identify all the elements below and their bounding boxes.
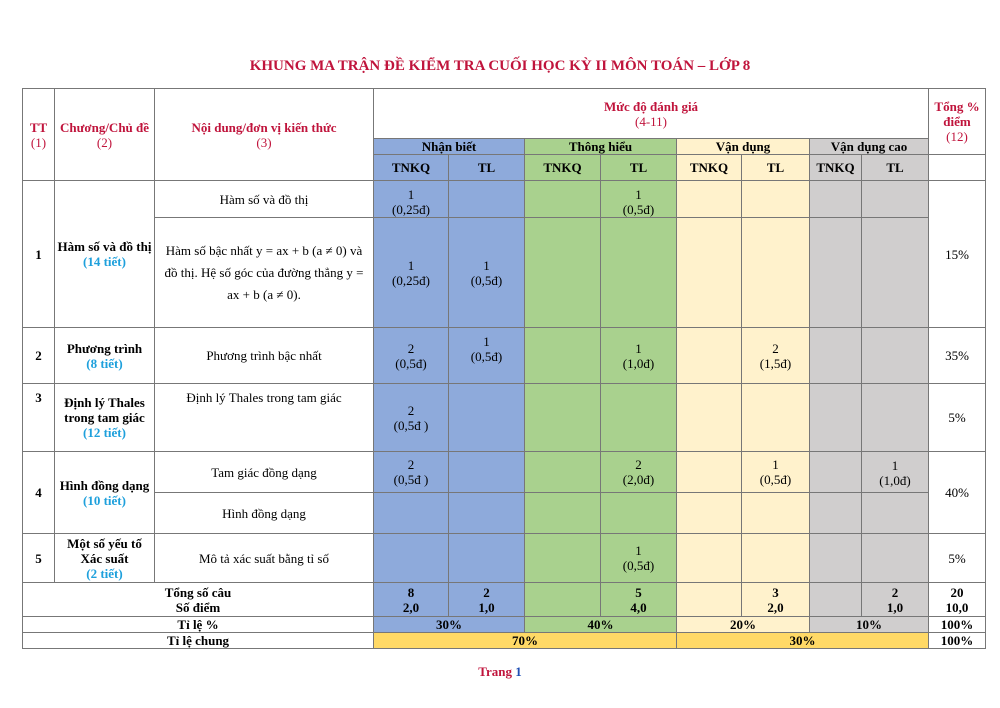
tile-nhan-biet: 30% [374,617,525,633]
page-title: KHUNG MA TRẬN ĐỀ KIỂM TRA CUỐI HỌC KỲ II MÔN TOÁN – LỚP 8 [249,58,751,74]
cell-vd-tl [742,493,810,534]
page-footer [0,664,1000,680]
footer-prefix: Trang [478,664,512,679]
cell-vdc-tl: 1 (1,0đ) [862,452,929,493]
cell-th-tnkq [525,493,601,534]
cell-vdc-tl [862,384,929,452]
subheader-tl: TL [449,155,525,181]
cell-vd-tnkq [677,452,742,493]
cell-nb-tnkq: 2 (0,5đ) [374,328,449,384]
row-noidung: Tam giác đồng dạng [155,452,374,493]
row-tt: 2 [23,328,55,384]
cell-th-tnkq [525,181,601,218]
subheader-tl: TL [601,155,677,181]
tile-van-dung-cao: 10% [810,617,929,633]
summary-cell: 2 1,0 [449,583,525,617]
cell-vdc-tl [862,218,929,328]
subheader-tnkq: TNKQ [525,155,601,181]
summary-label: Tổng số câu Số điểm [23,583,374,617]
row-tong: 40% [929,452,986,534]
cell-th-tnkq [525,328,601,384]
cell-vdc-tl [862,493,929,534]
header-chuong: Chương/Chủ đề (2) [55,89,155,181]
table-row [23,534,986,583]
subheader-blank [929,155,986,181]
header-tong: Tổng % điểm (12) [929,89,986,155]
table-row [23,452,986,493]
row-tt: 4 [23,452,55,534]
summary-cell [525,583,601,617]
subheader-tl: TL [862,155,929,181]
tile-thong-hieu: 40% [525,617,677,633]
cell-nb-tl [449,452,525,493]
tilechung-total: 100% [929,633,986,649]
level-nhan-biet: Nhận biết [374,139,525,155]
cell-vd-tnkq [677,384,742,452]
level-van-dung: Vận dụng [677,139,810,155]
cell-vd-tl [742,218,810,328]
cell-th-tl: 2 (2,0đ) [601,452,677,493]
cell-th-tnkq [525,452,601,493]
summary-cell: 2 1,0 [862,583,929,617]
cell-nb-tnkq [374,493,449,534]
cell-th-tl: 1 (0,5đ) [601,181,677,218]
cell-vd-tnkq [677,328,742,384]
row-tong: 5% [929,384,986,452]
cell-vd-tl: 2 (1,5đ) [742,328,810,384]
table-row [23,328,986,384]
cell-vdc-tnkq [810,384,862,452]
row-noidung: Định lý Thales trong tam giác [155,384,374,452]
row-tt: 3 [23,384,55,452]
cell-nb-tl [449,493,525,534]
cell-vdc-tnkq [810,452,862,493]
table-row [23,384,986,452]
cell-nb-tnkq: 1 (0,25đ) [374,218,449,328]
cell-vdc-tnkq [810,328,862,384]
cell-th-tl: 1 (1,0đ) [601,328,677,384]
cell-th-tl [601,384,677,452]
level-van-dung-cao: Vận dụng cao [810,139,929,155]
row-noidung: Phương trình bậc nhất [155,328,374,384]
cell-th-tnkq [525,384,601,452]
summary-row [23,583,986,617]
cell-vd-tnkq [677,218,742,328]
tile-van-dung: 20% [677,617,810,633]
cell-nb-tnkq [374,534,449,583]
cell-vdc-tnkq [810,493,862,534]
table-row [23,181,986,218]
tilechung-row [23,633,986,649]
cell-vd-tnkq [677,493,742,534]
tile-total: 100% [929,617,986,633]
tilechung-high: 30% [677,633,929,649]
cell-th-tl: 1 (0,5đ) [601,534,677,583]
subheader-tnkq: TNKQ [374,155,449,181]
subheader-tnkq: TNKQ [810,155,862,181]
cell-th-tl [601,493,677,534]
cell-vd-tl [742,534,810,583]
cell-nb-tl [449,534,525,583]
footer-page-number: 1 [515,664,522,679]
row-noidung: Hàm số bậc nhất y = ax + b (a ≠ 0) và đồ thị. Hệ số góc của đường thẳng y = ax + b (a ≠ 0). [155,218,374,328]
summary-cell [810,583,862,617]
tile-row [23,617,986,633]
cell-nb-tl [449,384,525,452]
summary-cell: 3 2,0 [742,583,810,617]
cell-nb-tl: 1 (0,5đ) [449,328,525,384]
row-tong: 35% [929,328,986,384]
row-chuong: Định lý Thales trong tam giác (12 tiết) [55,384,155,452]
cell-th-tnkq [525,218,601,328]
cell-vdc-tl [862,534,929,583]
cell-vd-tnkq [677,181,742,218]
row-tt: 1 [23,181,55,328]
cell-nb-tl: 1 (0,5đ) [449,218,525,328]
cell-th-tnkq [525,534,601,583]
cell-vdc-tnkq [810,534,862,583]
subheader-tnkq: TNKQ [677,155,742,181]
matrix-table [22,88,986,649]
subheader-tl: TL [742,155,810,181]
row-chuong: Một số yếu tố Xác suất (2 tiết) [55,534,155,583]
row-chuong: Hàm số và đồ thị (14 tiết) [55,181,155,328]
summary-total: 20 10,0 [929,583,986,617]
tilechung-low: 70% [374,633,677,649]
header-mucdo: Mức độ đánh giá (4-11) [374,89,929,139]
cell-nb-tnkq: 2 (0,5đ ) [374,384,449,452]
row-noidung: Mô tả xác suất bằng tỉ số [155,534,374,583]
cell-vdc-tnkq [810,218,862,328]
tile-label: Tỉ lệ % [23,617,374,633]
header-noidung: Nội dung/đơn vị kiến thức (3) [155,89,374,181]
cell-vdc-tl [862,181,929,218]
cell-vd-tnkq [677,534,742,583]
summary-cell: 5 4,0 [601,583,677,617]
cell-vdc-tnkq [810,181,862,218]
level-thong-hieu: Thông hiểu [525,139,677,155]
cell-nb-tnkq: 2 (0,5đ ) [374,452,449,493]
row-noidung: Hàm số và đồ thị [155,181,374,218]
row-noidung: Hình đồng dạng [155,493,374,534]
table-row [23,493,986,534]
row-chuong: Phương trình (8 tiết) [55,328,155,384]
cell-th-tl [601,218,677,328]
tilechung-label: Tỉ lệ chung [23,633,374,649]
cell-nb-tl [449,181,525,218]
summary-cell: 8 2,0 [374,583,449,617]
row-tong: 15% [929,181,986,328]
row-tong: 5% [929,534,986,583]
cell-nb-tnkq: 1 (0,25đ) [374,181,449,218]
table-row [23,218,986,328]
cell-vdc-tl [862,328,929,384]
cell-vd-tl [742,384,810,452]
header-tt: TT (1) [23,89,55,181]
row-chuong: Hình đồng dạng (10 tiết) [55,452,155,534]
summary-cell [677,583,742,617]
cell-vd-tl [742,181,810,218]
row-tt: 5 [23,534,55,583]
cell-vd-tl: 1 (0,5đ) [742,452,810,493]
